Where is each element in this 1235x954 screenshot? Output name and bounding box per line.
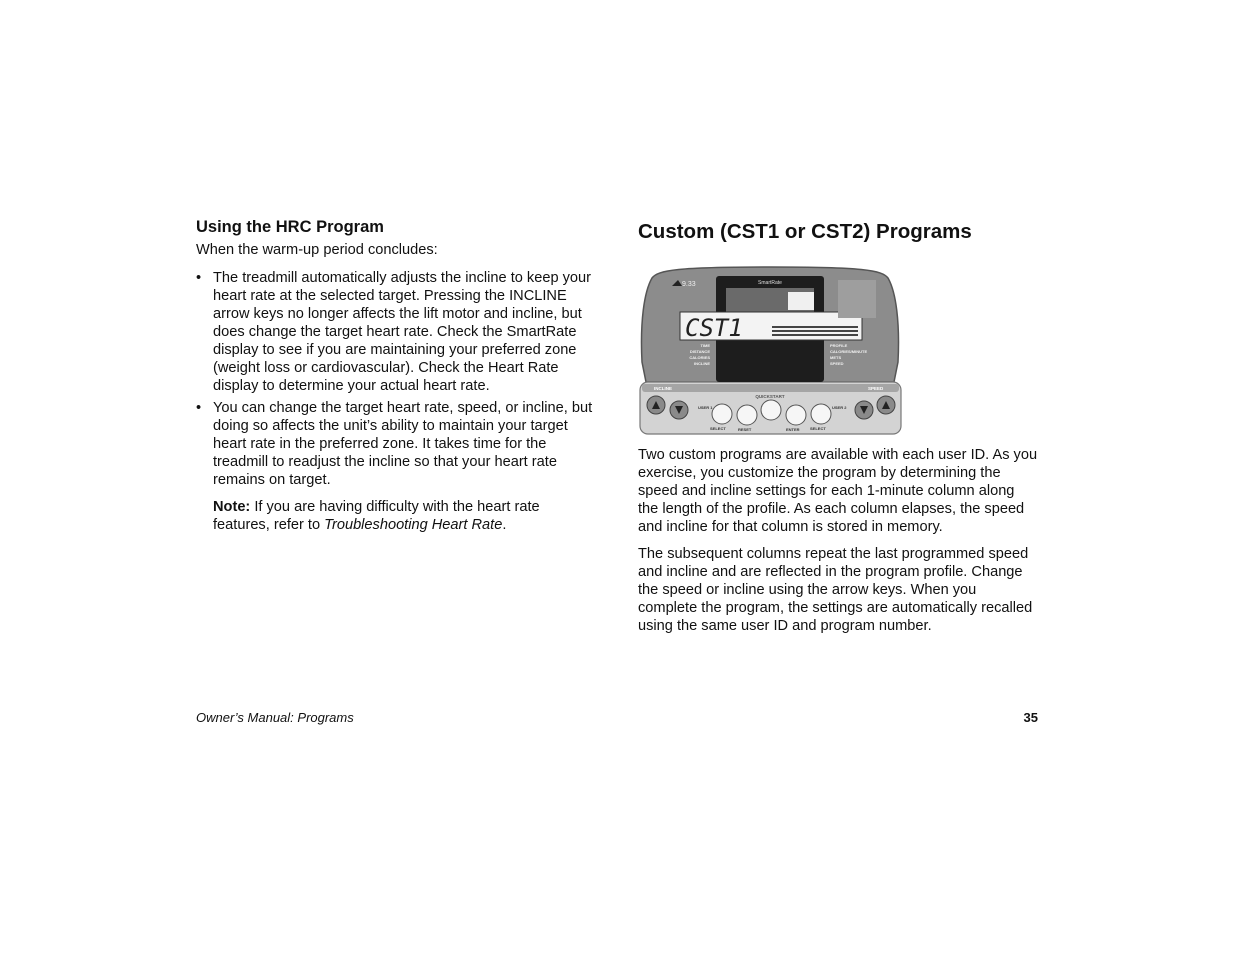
console-quickstart-label: QUICKSTART bbox=[755, 394, 785, 399]
console-label-calories: CALORIES bbox=[689, 355, 710, 360]
console-select-label-2: SELECT bbox=[810, 426, 826, 431]
intro-text: When the warm-up period concludes: bbox=[196, 242, 438, 258]
note-reference: Troubleshooting Heart Rate bbox=[324, 517, 503, 533]
console-label-distance: DISTANCE bbox=[689, 349, 710, 354]
console-label-calories-minute: CALORIES/MINUTE bbox=[830, 349, 868, 354]
console-label-profile: PROFILE bbox=[830, 343, 848, 348]
bullet-item: • You can change the target heart rate, speed, or incline, but doing so affects the unit’s ability to maintain your target heart rate in the preferred zone. It takes time for the treadmill to readjust the incline so that your heart rate remains on target. bbox=[196, 399, 596, 489]
section-heading-hrc: Using the HRC Program bbox=[196, 218, 384, 236]
lcd-profile-dots bbox=[772, 326, 858, 336]
speed-up-key[interactable] bbox=[877, 396, 895, 414]
console-label-time: TIME bbox=[700, 343, 710, 348]
console-user1-label: USER 1 bbox=[698, 405, 713, 410]
bullet-item: • The treadmill automatically adjusts the incline to keep your heart rate at the selected target. Pressing the INCLINE arrow keys no longer affects the lift motor and incline, but does change the target heart rate. Check the SmartRate display to see if you are maintaining your preferred zone (weight loss or cardiovascular). Check the Heart Rate display to determine your actual heart rate. bbox=[196, 269, 596, 395]
quickstart-key[interactable] bbox=[761, 400, 781, 420]
custom-paragraph-2: The subsequent columns repeat the last programmed speed and incline and are reflected in the program profile. Change the speed or incline using the arrow keys. When you complete the program, the settings are automatically recalled using the same user ID and program number. bbox=[638, 546, 1033, 634]
user1-select-key[interactable] bbox=[712, 404, 732, 424]
console-label-mets: METS bbox=[830, 355, 842, 360]
left-column bbox=[196, 218, 596, 534]
console-model-label: 9.33 bbox=[682, 281, 696, 288]
note-text: If you are having difficulty with the heart rate features, refer to bbox=[213, 499, 540, 533]
page-number: 35 bbox=[1023, 710, 1038, 725]
speed-down-key[interactable] bbox=[855, 401, 873, 419]
console-enter-label: ENTER bbox=[786, 427, 800, 432]
incline-up-key[interactable] bbox=[647, 396, 665, 414]
console-select-label-1: SELECT bbox=[710, 426, 726, 431]
console-user2-label: USER 2 bbox=[832, 405, 847, 410]
note-label: Note: bbox=[213, 499, 251, 515]
note-end: . bbox=[502, 517, 507, 533]
note-paragraph bbox=[196, 498, 596, 534]
bullet-list bbox=[196, 269, 596, 489]
footer-title: Owner’s Manual: Programs bbox=[196, 710, 354, 725]
console-reset-label: RESET bbox=[738, 427, 752, 432]
section-heading-custom: Custom (CST1 or CST2) Programs bbox=[638, 220, 972, 243]
console-incline-label: INCLINE bbox=[654, 386, 672, 391]
reset-key[interactable] bbox=[737, 405, 757, 425]
console-smartrate-label: SmartRate bbox=[758, 280, 782, 286]
right-column bbox=[638, 218, 1038, 244]
enter-key[interactable] bbox=[786, 405, 806, 425]
custom-paragraph-1: Two custom programs are available with each user ID. As you exercise, you customize the program by determining the speed and incline settings for each 1-minute column along the length of the profile. As each column elapses, the speed and incline for that column is stored in memory. bbox=[638, 447, 1038, 535]
console-display-text: CST1 bbox=[685, 314, 743, 342]
console-label-speed: SPEED bbox=[830, 361, 844, 366]
console-label-incline: INCLINE bbox=[694, 361, 710, 366]
console-illustration bbox=[638, 262, 903, 438]
user2-select-key[interactable] bbox=[811, 404, 831, 424]
console-speed-label: SPEED bbox=[868, 386, 884, 391]
incline-down-key[interactable] bbox=[670, 401, 688, 419]
